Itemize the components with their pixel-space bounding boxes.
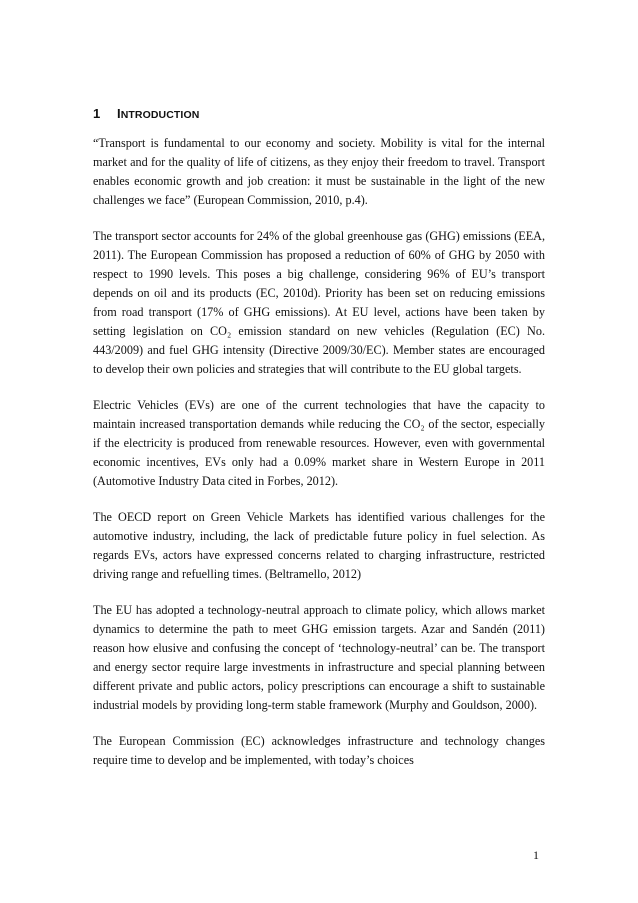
paragraph-quote: “Transport is fundamental to our economy and society. Mobility is vital for the internal market and for the quality of life of citizens, as they enjoy their freedom to travel. Transport enables economic growth and job creation: it must be sustainable in the light of the new challenges we face” (European Commission, 2010, p.4). [93,136,545,207]
section-heading [93,106,199,121]
paragraph-transport-sector: The transport sector accounts for 24% of the global greenhouse gas (GHG) emissions (EEA, 2011). The European Commission has proposed a reduction of 60% of GHG by 2050 with respect to 1990 levels. This poses a big challenge, considering 96% of EU’s transport depends on oil and its products (EC, 2010d). Priority has been set on reducing emissions from road transport (17% of GHG emissions). At EU level, actions have been taken by setting legislation on CO₂ emission standard on new vehicles (Regulation (EC) No. 443/2009) and fuel GHG intensity (Directive 2009/30/EC). Member states are encouraged to develop their own policies and strategies that will contribute to the EU global targets. [93,229,545,376]
section-title-rest: NTRODUCTION [120,109,200,121]
paragraph-technology-neutral: The EU has adopted a technology-neutral approach to climate policy, which allows market dynamics to determine the path to meet GHG emission targets. Azar and Sandén (2011) reason how elusive and confusing the concept of ‘technology-neutral’ can be. The transport and energy sector require large investments in infrastructure and special planning between different private and public actors, policy prescriptions can encourage a shift to sustainable industrial models by providing long-term stable framework (Murphy and Gouldson, 2000). [93,603,545,712]
page-number: 1 [533,848,539,862]
paragraph-electric-vehicles: Electric Vehicles (EVs) are one of the current technologies that have the capacity to maintain increased transportation demands while reducing the CO₂ of the sector, especially if the electricity is produced from renewable resources. However, even with governmental economic incentives, EVs only had a 0.09% market share in Western Europe in 2011 (Automotive Industry Data cited in Forbes, 2012). [93,398,545,488]
paragraph-oecd-report: The OECD report on Green Vehicle Markets has identified various challenges for the automotive industry, including, the lack of predictable future policy in fuel selection. As regards EVs, actors have expressed concerns related to charging infrastructure, restricted driving range and refuelling times. (Beltramello, 2012) [93,510,545,581]
body-text [93,134,545,770]
section-number: 1 [93,106,101,121]
section-title-initial: I [117,106,121,121]
paragraph-european-commission: The European Commission (EC) acknowledges infrastructure and technology changes require time to develop and be implemented, with today’s choices [93,734,545,767]
